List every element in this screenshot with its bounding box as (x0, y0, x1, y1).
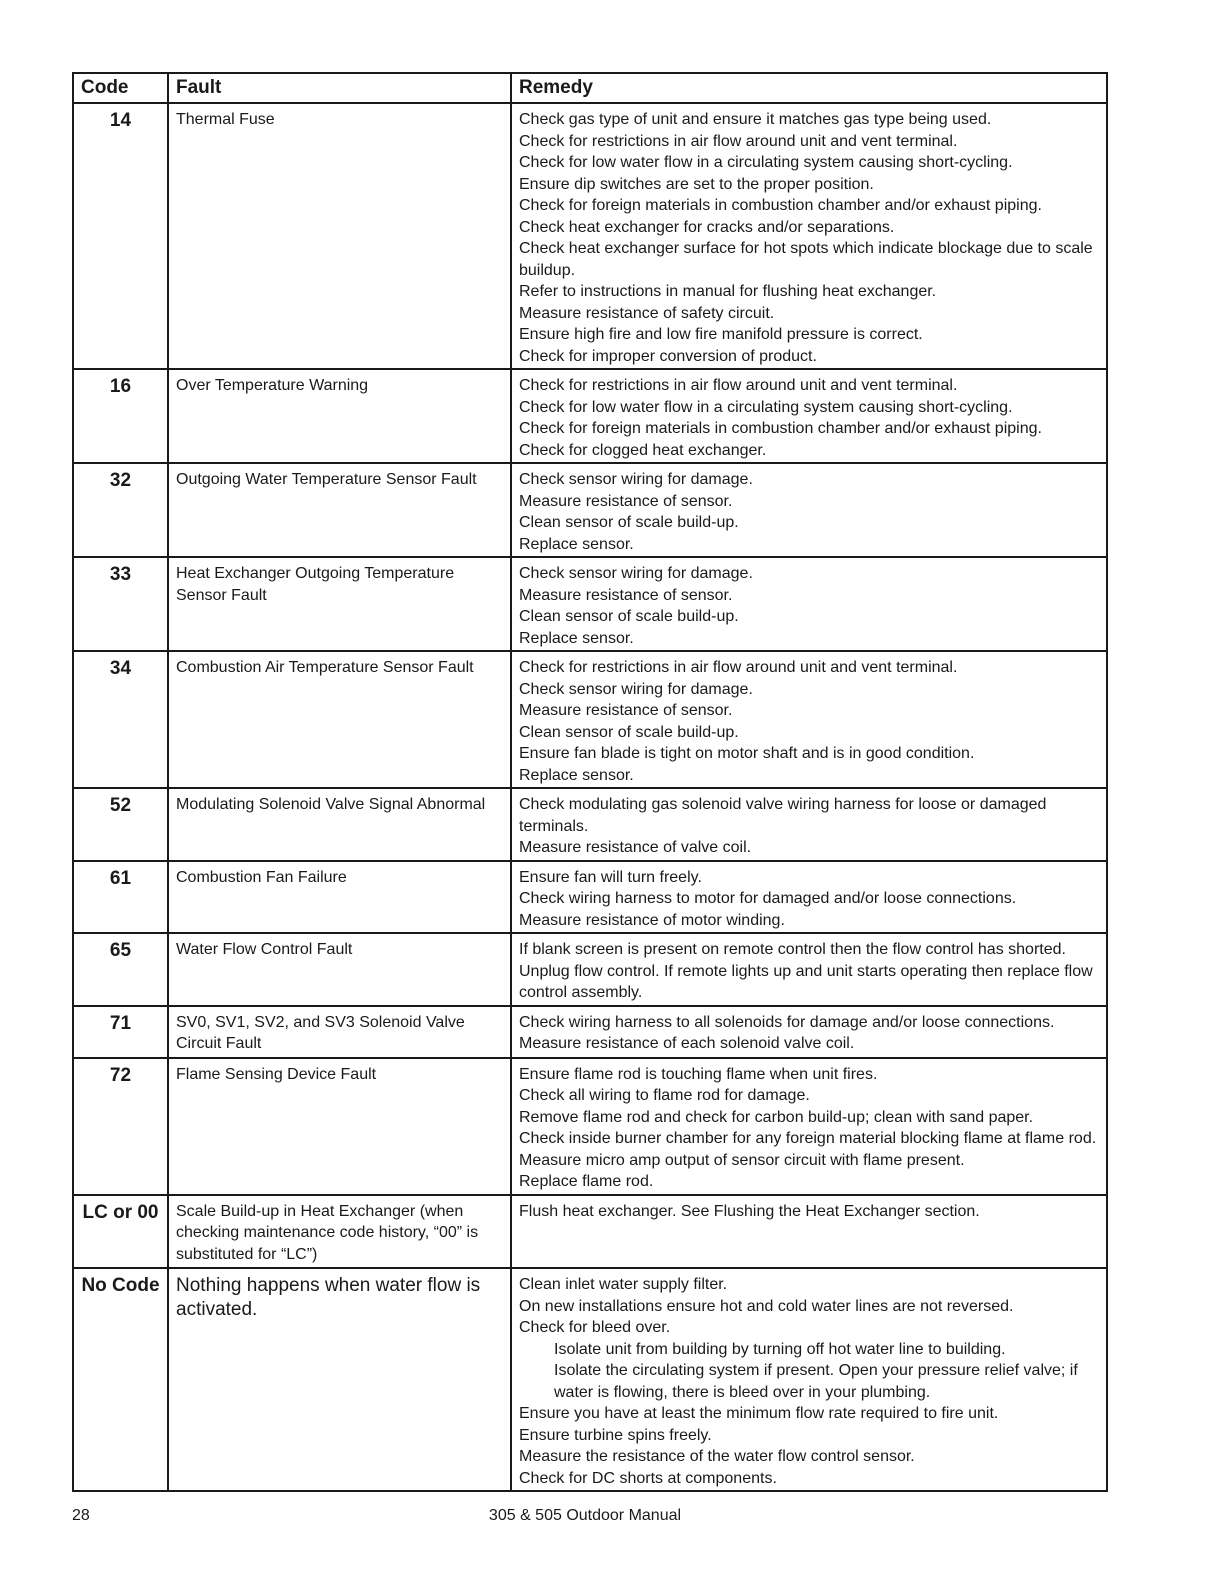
remedy-line: Check sensor wiring for damage. (519, 565, 753, 582)
remedy-subline: Isolate unit from building by turning off hot water line to building. (554, 1340, 1006, 1358)
remedy-line: Remove flame rod and check for carbon build-up; clean with sand paper. (519, 1108, 1034, 1126)
remedy-line: Clean sensor of scale build-up. (519, 514, 739, 531)
remedy-line: Measure resistance of valve coil. (519, 839, 752, 856)
row-remedy (511, 1058, 1107, 1195)
remedy-line: Check for bleed over. (519, 1319, 671, 1336)
remedy-line: Check all wiring to flame rod for damage. (519, 1087, 810, 1104)
remedy-line: Check for low water flow in a circulating system causing short-cycling. (519, 154, 1013, 171)
remedy-line: Check for low water flow in a circulating system causing short-cycling. (519, 398, 1013, 416)
remedy-line: Ensure fan blade is tight on motor shaft and is in good condition. (519, 745, 975, 762)
remedy-line: Measure resistance of sensor. (519, 702, 733, 719)
row-code: 72 (73, 1058, 168, 1195)
header-code: Code (73, 73, 168, 103)
row-remedy (511, 788, 1107, 861)
row-remedy (511, 1195, 1107, 1269)
row-fault: SV0, SV1, SV2, and SV3 Solenoid Valve Circuit Fault (168, 1006, 511, 1058)
row-code: 14 (73, 103, 168, 369)
row-code: 52 (73, 788, 168, 861)
remedy-line: Check sensor wiring for damage. (519, 471, 753, 488)
row-fault: Over Temperature Warning (168, 369, 511, 463)
remedy-line: On new installations ensure hot and cold water lines are not reversed. (519, 1297, 1014, 1315)
table-row (73, 103, 1107, 369)
row-fault: Nothing happens when water flow is activated. (168, 1268, 511, 1491)
remedy-line: Measure resistance of sensor. (519, 492, 733, 510)
remedy-line: Check for improper conversion of product. (519, 347, 817, 365)
remedy-line: Check modulating gas solenoid valve wiring harness for loose or damaged terminals. (519, 796, 1047, 835)
row-remedy (511, 933, 1107, 1006)
row-remedy (511, 463, 1107, 557)
remedy-line: Ensure high fire and low fire manifold pressure is correct. (519, 326, 923, 343)
remedy-line: Check wiring harness to motor for damaged and/or loose connections. (519, 890, 1017, 907)
table-row (73, 788, 1107, 861)
table-row (73, 1058, 1107, 1195)
remedy-line: Refer to instructions in manual for flushing heat exchanger. (519, 283, 937, 300)
table-row (73, 651, 1107, 788)
row-remedy (511, 1006, 1107, 1058)
remedy-line: Measure the resistance of the water flow control sensor. (519, 1448, 915, 1465)
remedy-line: Ensure flame rod is touching flame when unit fires. (519, 1065, 878, 1083)
remedy-line: Measure resistance of each solenoid valve coil. (519, 1035, 855, 1052)
remedy-line: Check for restrictions in air flow around unit and vent terminal. (519, 132, 958, 150)
row-fault: Modulating Solenoid Valve Signal Abnormal (168, 788, 511, 861)
remedy-line: Measure resistance of motor winding. (519, 911, 785, 929)
remedy-line: Replace sensor. (519, 766, 634, 784)
page-number: 28 (72, 1507, 90, 1524)
remedy-line: Ensure turbine spins freely. (519, 1426, 712, 1444)
row-code: LC or 00 (73, 1195, 168, 1269)
table-header-row (73, 73, 1107, 103)
remedy-line: Ensure you have at least the minimum flow rate required to fire unit. (519, 1405, 999, 1422)
fault-code-table (72, 72, 1108, 1492)
row-code: 16 (73, 369, 168, 463)
remedy-line: Replace flame rod. (519, 1173, 654, 1190)
table-row (73, 369, 1107, 463)
row-remedy (511, 861, 1107, 934)
remedy-line: Replace sensor. (519, 535, 634, 553)
remedy-line: Check for restrictions in air flow around unit and vent terminal. (519, 659, 958, 676)
remedy-line: Check gas type of unit and ensure it matches gas type being used. (519, 111, 992, 128)
row-fault: Scale Build-up in Heat Exchanger (when checking maintenance code history, “00” is substituted for “LC”) (168, 1195, 511, 1269)
row-code: 32 (73, 463, 168, 557)
row-code: 61 (73, 861, 168, 934)
row-code: 34 (73, 651, 168, 788)
remedy-line: Check sensor wiring for damage. (519, 680, 753, 698)
table-row (73, 1195, 1107, 1269)
remedy-line: Check heat exchanger surface for hot spots which indicate blockage due to scale buildup. (519, 240, 1093, 279)
remedy-line: Check for foreign materials in combustion chamber and/or exhaust piping. (519, 197, 1042, 214)
remedy-line: Flush heat exchanger. See Flushing the Heat Exchanger section. (519, 1202, 980, 1220)
header-fault: Fault (168, 73, 511, 103)
remedy-line: Clean sensor of scale build-up. (519, 608, 739, 625)
row-fault: Combustion Air Temperature Sensor Fault (168, 651, 511, 788)
row-remedy (511, 1268, 1107, 1491)
table-row (73, 933, 1107, 1006)
remedy-line: Measure micro amp output of sensor circuit with flame present. (519, 1151, 965, 1169)
header-remedy: Remedy (511, 73, 1107, 103)
row-fault: Water Flow Control Fault (168, 933, 511, 1006)
remedy-line: Check for clogged heat exchanger. (519, 441, 767, 459)
remedy-line: Check for DC shorts at components. (519, 1469, 777, 1487)
remedy-line: Measure resistance of sensor. (519, 586, 733, 604)
row-fault: Thermal Fuse (168, 103, 511, 369)
remedy-line: Ensure dip switches are set to the proper position. (519, 175, 874, 193)
remedy-line: Replace sensor. (519, 629, 634, 647)
remedy-line: If blank screen is present on remote control then the flow control has shorted. Unplug flow control. If remote lights up and unit starts operating then replace flow control assembly. (519, 941, 1093, 1001)
table-row (73, 1268, 1107, 1491)
table-row (73, 1006, 1107, 1058)
row-fault: Combustion Fan Failure (168, 861, 511, 934)
remedy-line: Check for foreign materials in combustion chamber and/or exhaust piping. (519, 420, 1042, 437)
table-row (73, 463, 1107, 557)
remedy-line: Clean sensor of scale build-up. (519, 723, 739, 741)
remedy-line: Ensure fan will turn freely. (519, 868, 702, 886)
table-row (73, 861, 1107, 934)
row-remedy (511, 651, 1107, 788)
row-code: 71 (73, 1006, 168, 1058)
row-remedy (511, 103, 1107, 369)
row-code: 65 (73, 933, 168, 1006)
row-remedy (511, 369, 1107, 463)
remedy-line: Measure resistance of safety circuit. (519, 304, 775, 322)
manual-title: 305 & 505 Outdoor Manual (488, 1507, 682, 1524)
row-fault: Flame Sensing Device Fault (168, 1058, 511, 1195)
row-remedy (511, 557, 1107, 651)
table-row (73, 557, 1107, 651)
row-fault: Outgoing Water Temperature Sensor Fault (168, 463, 511, 557)
remedy-line: Check for restrictions in air flow around unit and vent terminal. (519, 377, 958, 394)
row-code: No Code (73, 1268, 168, 1491)
row-fault: Heat Exchanger Outgoing Temperature Sensor Fault (168, 557, 511, 651)
remedy-line: Check heat exchanger for cracks and/or separations. (519, 218, 895, 236)
remedy-line: Check inside burner chamber for any foreign material blocking flame at flame rod. (519, 1130, 1097, 1147)
remedy-subline: Isolate the circulating system if present. Open your pressure relief valve; if water is flowing, there is bleed over in your plumbing. (554, 1362, 1078, 1401)
row-code: 33 (73, 557, 168, 651)
remedy-line: Check wiring harness to all solenoids for damage and/or loose connections. (519, 1013, 1055, 1031)
remedy-line: Clean inlet water supply filter. (519, 1276, 728, 1293)
